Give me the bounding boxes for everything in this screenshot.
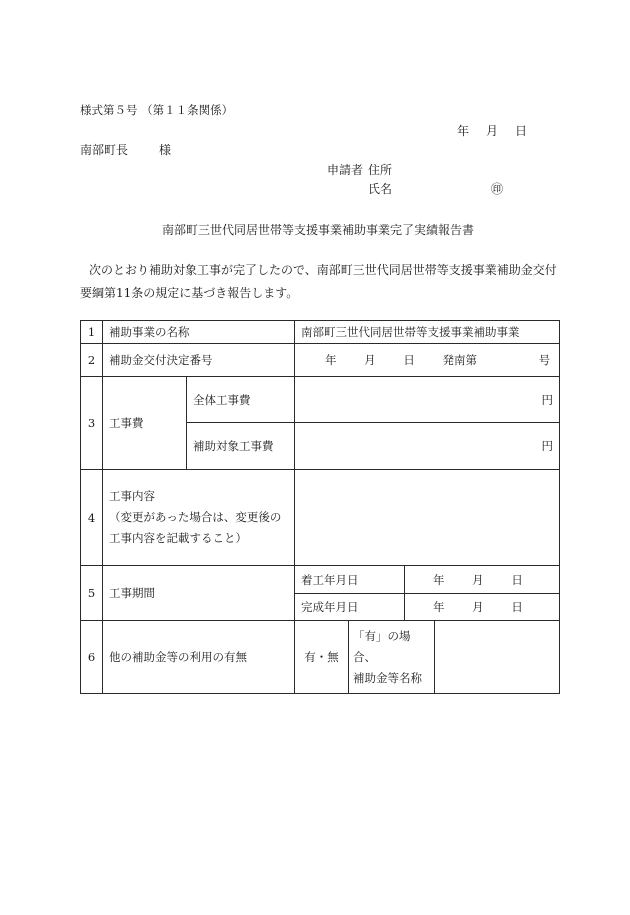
business-name-value: 南部町三世代同居世帯等支援事業補助事業 [295, 321, 560, 344]
row-number: 6 [81, 621, 103, 694]
row-number: 1 [81, 321, 103, 344]
year-label: 年 [325, 353, 337, 367]
year-label: 年 [433, 600, 445, 614]
table-row [81, 321, 560, 344]
row-sublabel: 全体工事費 [187, 377, 295, 423]
label-line: 工事内容を記載すること） [109, 531, 247, 545]
yen-unit: 円 [541, 439, 553, 453]
table-row [81, 470, 560, 566]
honorific: 様 [159, 143, 172, 157]
table-row [81, 377, 560, 423]
row-number: 3 [81, 377, 103, 470]
row-label: 補助事業の名称 [103, 321, 295, 344]
yen-unit: 円 [541, 392, 553, 407]
row-label: 補助金交付決定番号 [103, 344, 295, 377]
addressee: 南部町長 [80, 143, 129, 157]
seal-mark: ㊞ [491, 182, 504, 196]
row-label: 他の補助金等の利用の有無 [103, 621, 295, 694]
label-line: 工事内容 [109, 489, 155, 503]
document-title: 南部町三世代同居世帯等支援事業補助事業完了実績報告書 [162, 223, 475, 237]
date-day-label: 日 [515, 124, 528, 138]
row-sublabel: 補助対象工事費 [187, 423, 295, 470]
day-label: 日 [511, 572, 523, 587]
yes-no-choice[interactable]: 有・無 [295, 621, 349, 694]
address-label: 住所 [368, 163, 393, 177]
row-label: 工事費 [103, 377, 187, 470]
subsidy-cost-field[interactable] [295, 423, 560, 470]
row-number: 4 [81, 470, 103, 566]
applicant-label: 申請者 [327, 163, 364, 177]
issue-prefix: 発南第 [442, 353, 477, 367]
row-number: 5 [81, 566, 103, 621]
month-label: 月 [472, 572, 484, 587]
row-label [103, 470, 295, 566]
form-number: 様式第５号 （第１１条関係） [80, 103, 234, 117]
row-number: 2 [81, 344, 103, 377]
date-year-label: 年 [457, 124, 470, 138]
total-cost-field[interactable] [295, 377, 560, 423]
work-content-field[interactable] [295, 470, 560, 566]
table-row [81, 566, 560, 594]
date-month-label: 月 [486, 124, 499, 138]
day-label: 日 [403, 353, 415, 367]
number-suffix: 号 [538, 353, 551, 367]
row-label: 工事期間 [103, 566, 295, 621]
decision-number-field[interactable] [295, 344, 560, 377]
label-line: （変更があった場合は、変更後の [109, 510, 282, 524]
other-subsidy-note [349, 621, 435, 694]
day-label: 日 [511, 600, 523, 614]
name-label: 氏名 [368, 182, 393, 196]
year-label: 年 [433, 572, 445, 587]
note-line: 補助金等名称 [353, 670, 422, 685]
end-date-label: 完成年月日 [295, 594, 405, 621]
table-row [81, 344, 560, 377]
note-line: 「有」の場合、 [353, 628, 411, 664]
end-date-field[interactable] [405, 594, 560, 621]
report-table [80, 320, 560, 694]
start-date-field[interactable] [405, 566, 560, 594]
body-line-2: 要綱第11条の規定に基づき報告します。 [80, 286, 299, 300]
body-line-1: 次のとおり補助対象工事が完了したので、南部町三世代同居世帯等支援事業補助金交付 [89, 263, 557, 277]
other-subsidy-name-field[interactable] [435, 621, 560, 694]
month-label: 月 [472, 600, 484, 614]
start-date-label: 着工年月日 [295, 566, 405, 594]
month-label: 月 [364, 353, 376, 367]
table-row [81, 621, 560, 694]
